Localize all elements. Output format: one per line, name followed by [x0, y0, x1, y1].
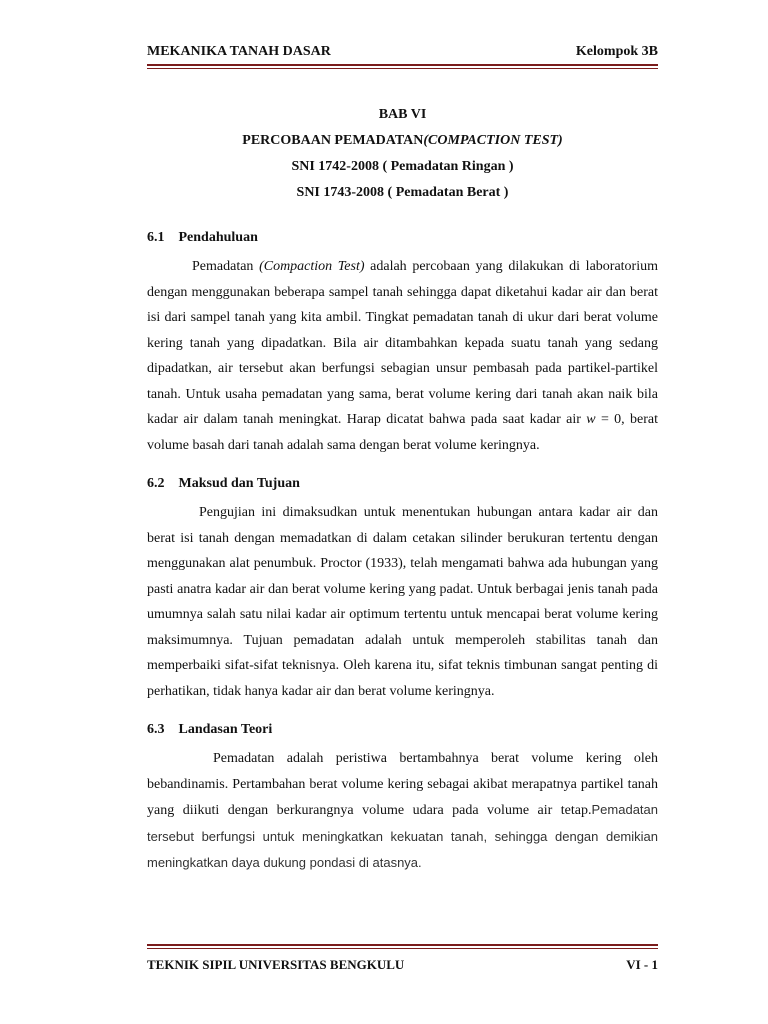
section-paragraph-6-2: Pengujian ini dimaksudkan untuk menentukan hubungan antara kadar air dan berat isi tanah dengan memadatkan di dalam cetakan silinder berukuran tertentu dengan menggunakan alat penumbuk. Proctor (1933), telah mengamati bahwa ada hubungan yang pasti anatra kadar air dan berat volume kering yang padat. Untuk berbagai jenis tanah pada umumnya salah satu nilai kadar air optimum tertentu untuk mencapai berat volume kering maksimumnya. Tujuan pemadatan adalah untuk memperoleh stabilitas tanah dan memperbaiki sifat-sifat teknisnya. Oleh karena itu, sifat teknis timbunan sangat penting di perhatikan, tidak hanya kadar air dan berat volume keringnya.: [147, 505, 658, 699]
section-heading-6-2: 6.2 Maksud dan Tujuan: [147, 476, 300, 491]
section-heading-6-1: 6.1 Pendahuluan: [147, 230, 258, 245]
standard-heavy: SNI 1743-2008 ( Pemadatan Berat ): [296, 185, 509, 200]
header-course-title: MEKANIKA TANAH DASAR: [147, 44, 331, 59]
chapter-number: BAB VI: [378, 107, 427, 122]
page-header: [147, 44, 658, 69]
footer-institution: TEKNIK SIPIL UNIVERSITAS BENGKULU: [147, 957, 405, 972]
standard-light: SNI 1742-2008 ( Pemadatan Ringan ): [291, 159, 514, 174]
section-paragraph-6-3: Pemadatan adalah peristiwa bertambahnya berat volume kering oleh bebandinamis. Pertambahan berat volume kering sebagai akibat merapatnya partikel tanah yang diikuti dengan berkurangnya volume udara pada volume air tetap.Pemadatan tersebut berfungsi untuk meningkatkan kekuatan tanah, sehingga dengan demikian meningkatkan daya dukung pondasi di atasnya.: [147, 751, 658, 870]
section-paragraph-6-1: Pemadatan (Compaction Test) adalah percobaan yang dilakukan di laboratorium dengan menggunakan beberapa sampel tanah sehingga dapat diketahui kadar air dan berat isi dari sampel tanah yang kita ambil. Tingkat pemadatan tanah di ukur dari berat volume kering tanah yang dipadatkan. Bila air ditambahkan kepada suatu tanah yang sedang dipadatkan, air tersebut akan berfungsi sebagian unsur pembasah pada partikel-partikel tanah. Untuk usaha pemadatan yang sama, berat volume kering dari tanah akan naik bila kadar air dalam tanah meningkat. Harap dicatat bahwa pada saat kadar air w = 0, berat volume basah dari tanah adalah sama dengan berat volume keringnya.: [147, 259, 659, 453]
page-number: VI - 1: [626, 957, 658, 972]
header-rule: [147, 64, 658, 66]
section-heading-6-3: 6.3 Landasan Teori: [147, 722, 273, 737]
page-footer: [147, 940, 658, 973]
document-body: [147, 226, 658, 877]
chapter-title: PERCOBAAN PEMADATAN(COMPACTION TEST): [242, 133, 563, 148]
chapter-titles: [147, 102, 658, 206]
footer-rule-thin: [147, 948, 658, 949]
footer-rule: [147, 944, 658, 946]
header-group: Kelompok 3B: [575, 44, 658, 59]
header-rule-thin: [147, 68, 658, 69]
